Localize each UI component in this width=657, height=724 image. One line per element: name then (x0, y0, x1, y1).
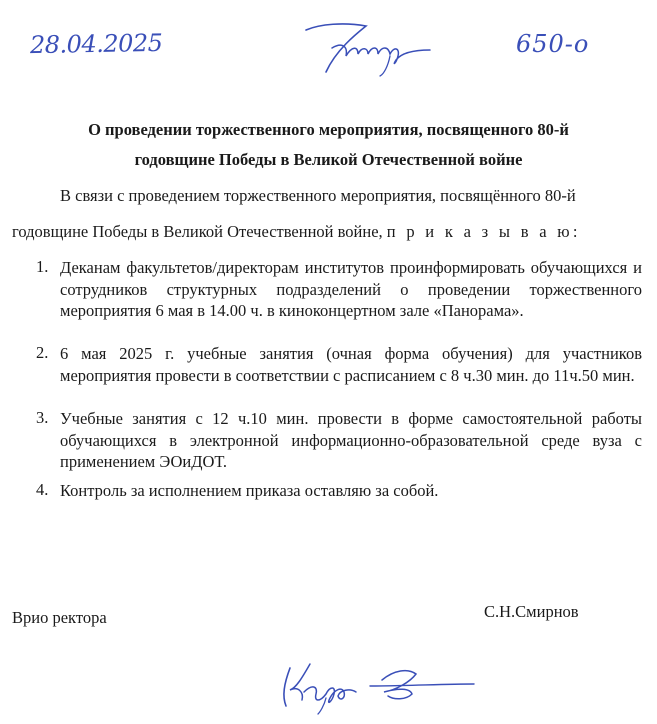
handwritten-order-number: 650-о (516, 30, 590, 58)
list-item-text: Деканам факультетов/директорам институтов проинформировать обучающихся и сотрудников структурных подразделений о проведении торжественного мероприятия 6 мая в 14.00 ч. в киноконцертном зале «Панорама». (60, 258, 642, 320)
document-title-line-2: годовщине Победы в Великой Отечественной войне (134, 150, 523, 169)
handwritten-date: 28.04.2025 (29, 28, 163, 60)
document-title-line-1: О проведении торжественного мероприятия, посвященного 80-й (88, 120, 569, 139)
signatory-name: С.Н.Смирнов (484, 602, 579, 621)
preamble-line-1: В связи с проведением торжественного мероприятия, посвящённого 80-й (60, 186, 576, 205)
list-item-text: 6 мая 2025 г. учебные занятия (очная форма обучения) для участников мероприятия провести в соответствии с расписанием с 8 ч.30 мин. до 11ч.50 мин. (60, 344, 642, 385)
list-item-number: 4. (36, 480, 49, 499)
order-word: п р и к а з ы в а ю: (386, 222, 581, 241)
approval-signature (292, 16, 442, 80)
signatory-position: Врио ректора (12, 608, 107, 627)
handwritten-signature (274, 656, 480, 716)
list-item-text: Учебные занятия с 12 ч.10 мин. провести в форме самостоятельной работы обучающихся в электронной информационно-образовательной среде вуза с применением ЭОиДОТ. (60, 409, 642, 471)
preamble-line-2 (12, 222, 581, 242)
list-item-number: 2. (36, 343, 49, 362)
list-item-number: 3. (36, 408, 49, 427)
list-item-text: Контроль за исполнением приказа оставляю за собой. (60, 481, 439, 500)
preamble-prefix: годовщине Победы в Великой Отечественной войне, (12, 222, 383, 241)
list-item-number: 1. (36, 257, 49, 276)
